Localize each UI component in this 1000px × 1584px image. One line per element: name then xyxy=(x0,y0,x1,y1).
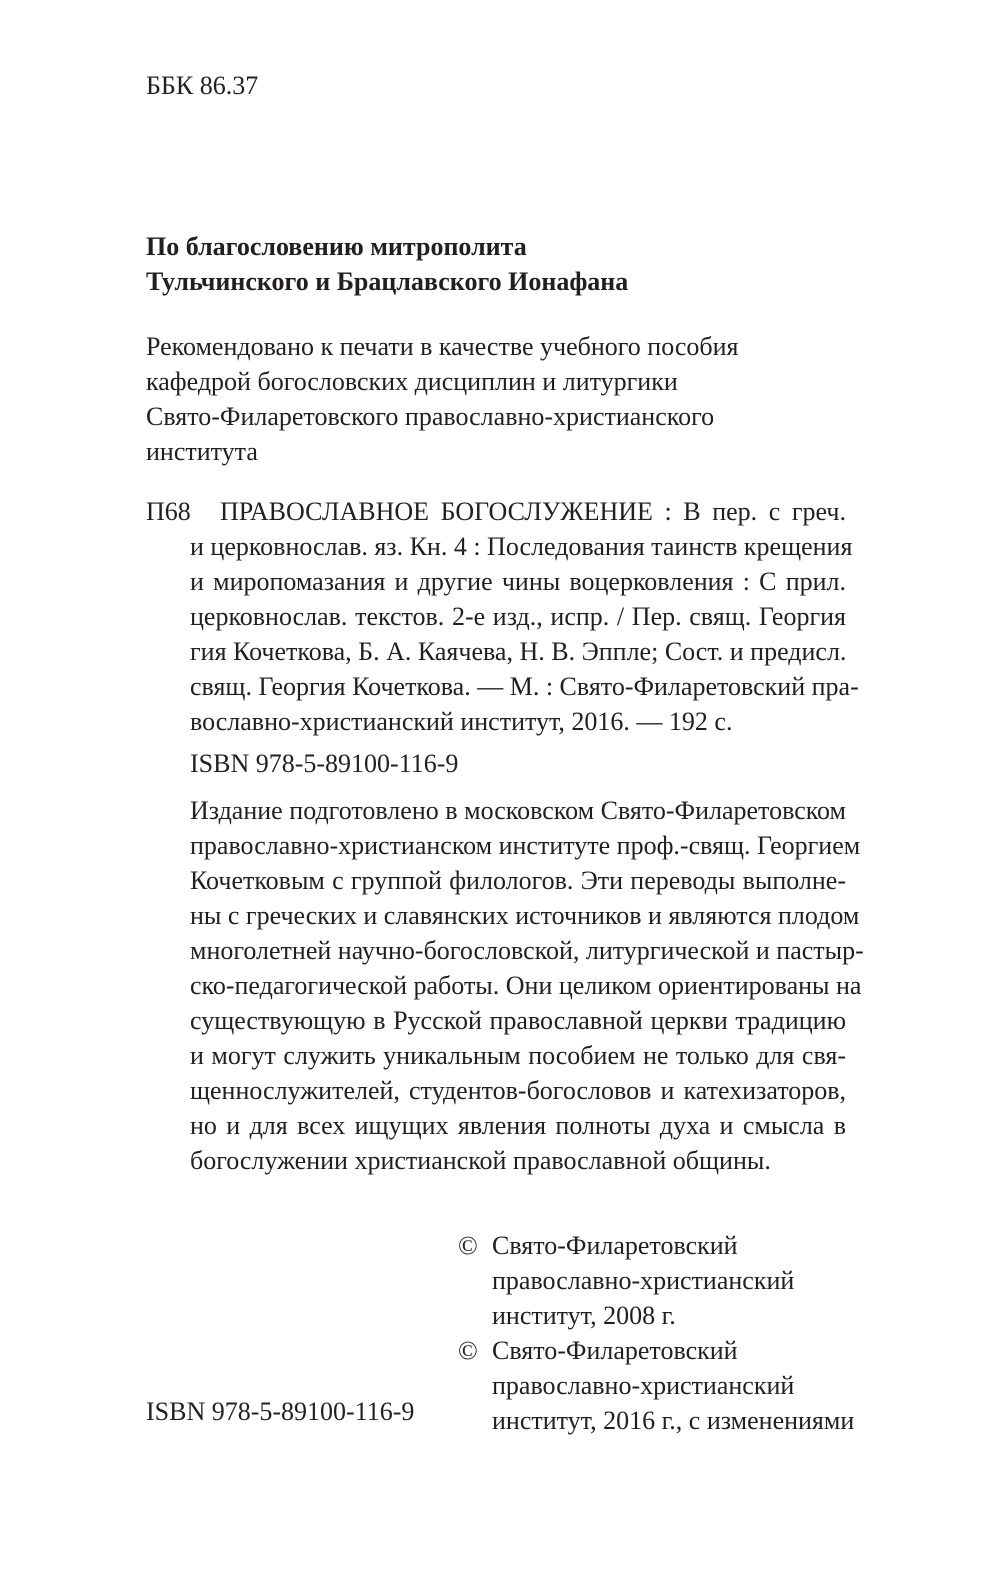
annotation-line: существующую в Русской православной церкви традицию xyxy=(190,1006,846,1035)
annotation-line: и могут служить уникальным пособием не только для свя- xyxy=(190,1041,846,1070)
catalog-record-line: гия Кочеткова, Б. А. Каячева, Н. В. Эппле; Сост. и предисл. xyxy=(190,637,847,666)
copyright-entry-first-line xyxy=(458,1228,854,1263)
catalog-code xyxy=(146,494,191,529)
annotation-line: православно-христианском институте проф.-свящ. Георгием xyxy=(190,831,861,860)
blessing-statement xyxy=(146,229,628,299)
annotation-line: богослужении христианской православной общины. xyxy=(190,1146,771,1175)
annotation-line: ско-педагогической работы. Они целиком ориентированы на xyxy=(190,971,862,1000)
catalog-record-line: свящ. Георгия Кочеткова. — М. : Свято-Филаретовский пра- xyxy=(190,672,859,701)
catalog-isbn-text: ISBN 978-5-89100-116-9 xyxy=(190,749,459,778)
catalog-record-line: церковнослав. текстов. 2-е изд., испр. / Пер. свящ. Георгия xyxy=(190,602,846,631)
recommendation-statement xyxy=(146,329,738,469)
copyright-line: институт, 2008 г. xyxy=(492,1301,676,1330)
catalog-code-text: П68 xyxy=(146,497,191,526)
recommendation-line: Рекомендовано к печати в качестве учебного пособия xyxy=(146,332,739,361)
annotation-line: ны с греческих и славянских источников и являются плодом xyxy=(190,901,860,930)
catalog-record-line: вославно-христианский институт, 2016. — 192 с. xyxy=(190,707,733,736)
recommendation-line: института xyxy=(146,437,258,466)
bottom-isbn-text: ISBN 978-5-89100-116-9 xyxy=(146,1397,415,1426)
annotation xyxy=(190,793,864,1178)
annotation-line: щеннослужителей, студентов-богословов и катехизаторов, xyxy=(190,1076,846,1105)
bbk-code xyxy=(146,68,258,103)
copyright-notices xyxy=(458,1228,854,1438)
copyright-line: православно-христианский xyxy=(492,1266,795,1295)
catalog-record-line: и церковнослав. яз. Кн. 4 : Последования таинств крещения xyxy=(190,532,853,561)
catalog-isbn xyxy=(190,746,458,781)
catalog-record-line: ПРАВОСЛАВНОЕ БОГОСЛУЖЕНИЕ : В пер. с греч. xyxy=(220,497,846,526)
copyright-line: Свято-Филаретовский xyxy=(492,1231,738,1260)
recommendation-line: Свято-Филаретовского православно-христианского xyxy=(146,402,715,431)
annotation-line: но и для всех ищущих явления полноты духа и смысла в xyxy=(190,1111,846,1140)
bbk-code-text: ББК 86.37 xyxy=(146,71,259,100)
catalog-record xyxy=(190,494,859,739)
copyright-line: институт, 2016 г., с изменениями xyxy=(492,1406,855,1435)
copyright-line: Свято-Филаретовский xyxy=(492,1336,738,1365)
copyright-sign: © xyxy=(458,1336,478,1365)
catalog-record-line: и миропомазания и другие чины воцерковления : С прил. xyxy=(190,567,846,596)
copyright-entry-first-line xyxy=(458,1333,854,1368)
annotation-line: Издание подготовлено в московском Свято-Филаретовском xyxy=(190,796,846,825)
blessing-line: По благословению митрополита xyxy=(146,232,527,261)
annotation-line: многолетней научно-богословской, литургической и пастыр- xyxy=(190,936,864,965)
blessing-line: Тульчинского и Брацлавского Ионафана xyxy=(146,267,629,296)
recommendation-line: кафедрой богословских дисциплин и литургики xyxy=(146,367,678,396)
bottom-isbn xyxy=(146,1394,414,1429)
copyright-sign: © xyxy=(458,1231,478,1260)
annotation-line: Кочетковым с группой филологов. Эти переводы выполне- xyxy=(190,866,846,895)
copyright-line: православно-христианский xyxy=(492,1371,795,1400)
